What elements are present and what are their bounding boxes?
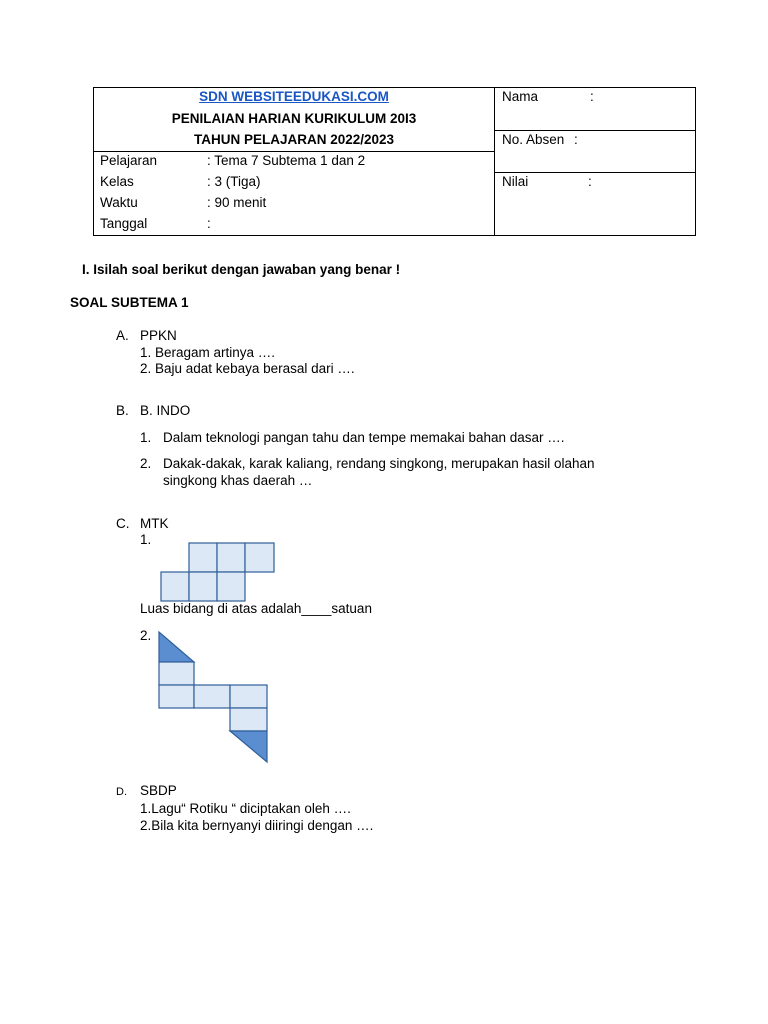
field-label-pelajaran: Pelajaran [100, 153, 158, 168]
section-c-title: MTK [140, 516, 169, 531]
list-item: 2.Bila kita bernyanyi diiringi dengan …. [140, 818, 374, 833]
section-a-title: PPKN [140, 328, 177, 343]
list-item-number: 2. [140, 456, 152, 471]
exam-title: PENILAIAN HARIAN KURIKULUM 20I3 [171, 111, 417, 126]
field-label-nilai: Nilai [502, 174, 529, 189]
field-value-waktu: : 90 menit [207, 195, 267, 210]
school-name[interactable]: SDN WEBSITEEDUKASI.COM [199, 89, 389, 104]
field-label-waktu: Waktu [100, 195, 138, 210]
field-label-nama: Nama [502, 89, 539, 104]
section-d-title: SBDP [140, 783, 177, 798]
field-colon-nilai: : [588, 174, 592, 189]
section-c-marker: C. [116, 516, 130, 531]
question-2-number: 2. [140, 628, 152, 643]
section-b-marker: B. [116, 403, 129, 418]
question-1-number: 1. [140, 532, 152, 547]
section-d-marker: D. [116, 786, 127, 798]
list-item: Dakak-dakak, karak kaliang, rendang singkong, merupakan hasil olahan [163, 456, 595, 471]
list-item: 2. Baju adat kebaya berasal dari …. [140, 361, 355, 376]
triangle-top [159, 632, 194, 662]
list-item: 1.Lagu“ Rotiku “ diciptakan oleh …. [140, 801, 351, 816]
section-b-title: B. INDO [140, 403, 191, 418]
field-colon-no-absen: : [574, 132, 578, 147]
field-label-kelas: Kelas [100, 174, 134, 189]
field-label-no-absen: No. Absen [502, 132, 565, 147]
field-value-tanggal: : [207, 216, 211, 231]
list-item: 1. Beragam artinya …. [140, 345, 276, 360]
field-value-kelas: : 3 (Tiga) [207, 174, 261, 189]
grid-figure-1 [161, 543, 274, 601]
section-a-marker: A. [116, 328, 129, 343]
list-item-continuation: singkong khas daerah … [163, 473, 313, 488]
list-item: Dalam teknologi pangan tahu dan tempe memakai bahan dasar …. [163, 430, 565, 445]
instruction: I. Isilah soal berikut dengan jawaban yang benar ! [82, 262, 401, 277]
school-year: TAHUN PELAJARAN 2022/2023 [193, 132, 395, 147]
section-title: SOAL SUBTEMA 1 [70, 295, 189, 310]
field-colon-nama: : [590, 89, 594, 104]
question-1-text: Luas bidang di atas adalah____satuan [140, 601, 372, 616]
triangle-bottom [230, 731, 267, 762]
list-item-number: 1. [140, 430, 152, 445]
net-figure-2 [159, 632, 267, 762]
field-label-tanggal: Tanggal [100, 216, 148, 231]
field-value-pelajaran: : Tema 7 Subtema 1 dan 2 [207, 153, 366, 168]
